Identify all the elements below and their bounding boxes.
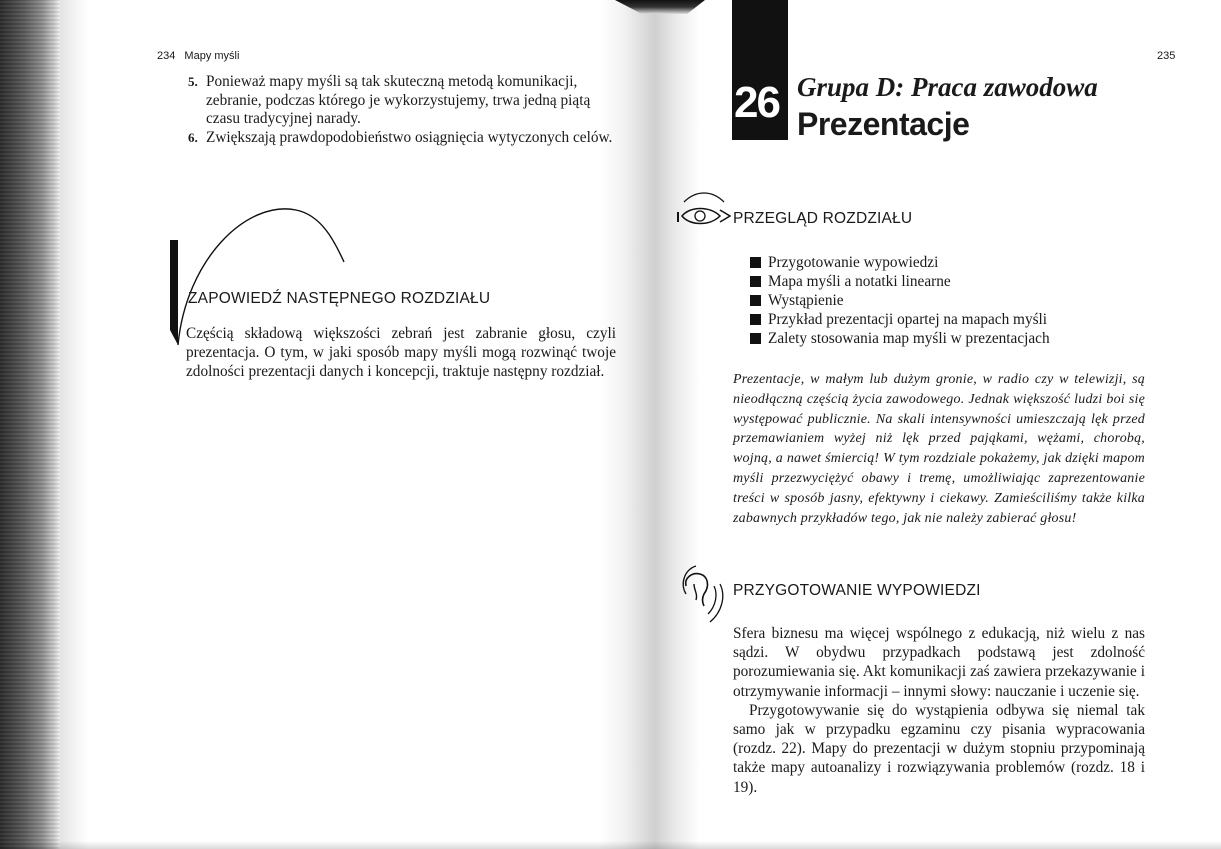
list-item: Wystąpienie [750, 291, 1050, 310]
speaker-head-icon [674, 560, 730, 626]
chapter-title: Prezentacje [797, 106, 970, 142]
left-page-number: 234 [157, 50, 176, 62]
list-item: Przygotowanie wypowiedzi [750, 253, 1050, 272]
list-item: Zalety stosowania map myśli w prezentacjach [750, 329, 1050, 348]
left-running-head [157, 50, 239, 62]
list-item: Przykład prezentacji opartej na mapach myśli [750, 310, 1050, 329]
preparation-title: PRZYGOTOWANIE WYPOWIEDZI [733, 582, 981, 599]
right-page-number: 235 [1157, 50, 1176, 62]
paragraph: Sfera biznesu ma więcej wspólnego z edukacją, niż wielu z nas sądzi. W obydwu przypadkach podstawą jest zdolność porozumiewania się. Akt komunikacji zaś zawiera przekazywanie i otrzymywanie informacji – innymi słowy: nauczanie i uczenie się. [733, 625, 1145, 700]
book-spine-left [0, 0, 60, 849]
list-item-text: Ponieważ mapy myśli są tak skuteczną metodą komunikacji, zebranie, podczas którego je wykorzystujemy, trwa jedną piątą czasu tradycyjnej narady. [206, 73, 591, 127]
paragraph: Przygotowywanie się do wystąpienia odbywa się niemal tak samo jak w przypadku egzaminu czy pisania wypracowania (rozdz. 22). Mapy do prezentacji w dużym stopniu przypominają także mapy autoanalizy i rozwiązywania problemów (rozdz. 18 i 19). [733, 701, 1145, 796]
eye-icon [676, 188, 732, 232]
list-item [188, 129, 613, 148]
list-item: Mapa myśli a notatki linearne [750, 272, 1050, 291]
list-item-number: 6. [188, 129, 198, 145]
chapter-group: Grupa D: Praca zawodowa [797, 72, 1098, 102]
chapter-intro: Prezentacje, w małym lub dużym gronie, w radio czy w telewizji, są nieodłączną częścią życia zawodowego. Jednak większość ludzi boi się występować publicznie. Na skali intensywności umieszczają lęk przed przemawianiem wyżej niż lęk przed pająkami, wężami, chorobą, wojną, a nawet śmiercią! W tym rozdziale pokażemy, jak dzięki mapom myśli przezwyciężyć obawy i tremę, umożliwiając zaprezentowanie treści w sposób jasny, efektywny i ciekawy. Zamieściliśmy także kilka zabawnych przykładów tego, jak nie należy zabierać głosu! [733, 372, 1145, 526]
list-item-text: Zwiększają prawdopodobieństwo osiągnięcia wytyczonych celów. [206, 128, 613, 146]
overview-title: PRZEGLĄD ROZDZIAŁU [733, 210, 913, 227]
list-item-number: 5. [188, 74, 198, 89]
numbered-list [188, 73, 613, 147]
overview-list [750, 253, 1050, 348]
left-running-title: Mapy myśli [184, 50, 240, 62]
preparation-body [733, 624, 1145, 797]
list-item [188, 73, 613, 129]
next-chapter-title: ZAPOWIEDŹ NASTĘPNEGO ROZDZIAŁU [188, 290, 491, 307]
chapter-number: 26 [734, 78, 779, 127]
page-edge-left [60, 0, 88, 849]
next-chapter-body: Częścią składową większości zebrań jest zabranie głosu, czyli prezentacja. O tym, w jaki sposób mapy myśli mogą rozwinąć twoje zdolności prezentacji danych i koncepcji, traktuje następny rozdział. [186, 325, 616, 380]
page-bottom-shadow [0, 841, 1221, 849]
book-gutter [600, 0, 700, 849]
